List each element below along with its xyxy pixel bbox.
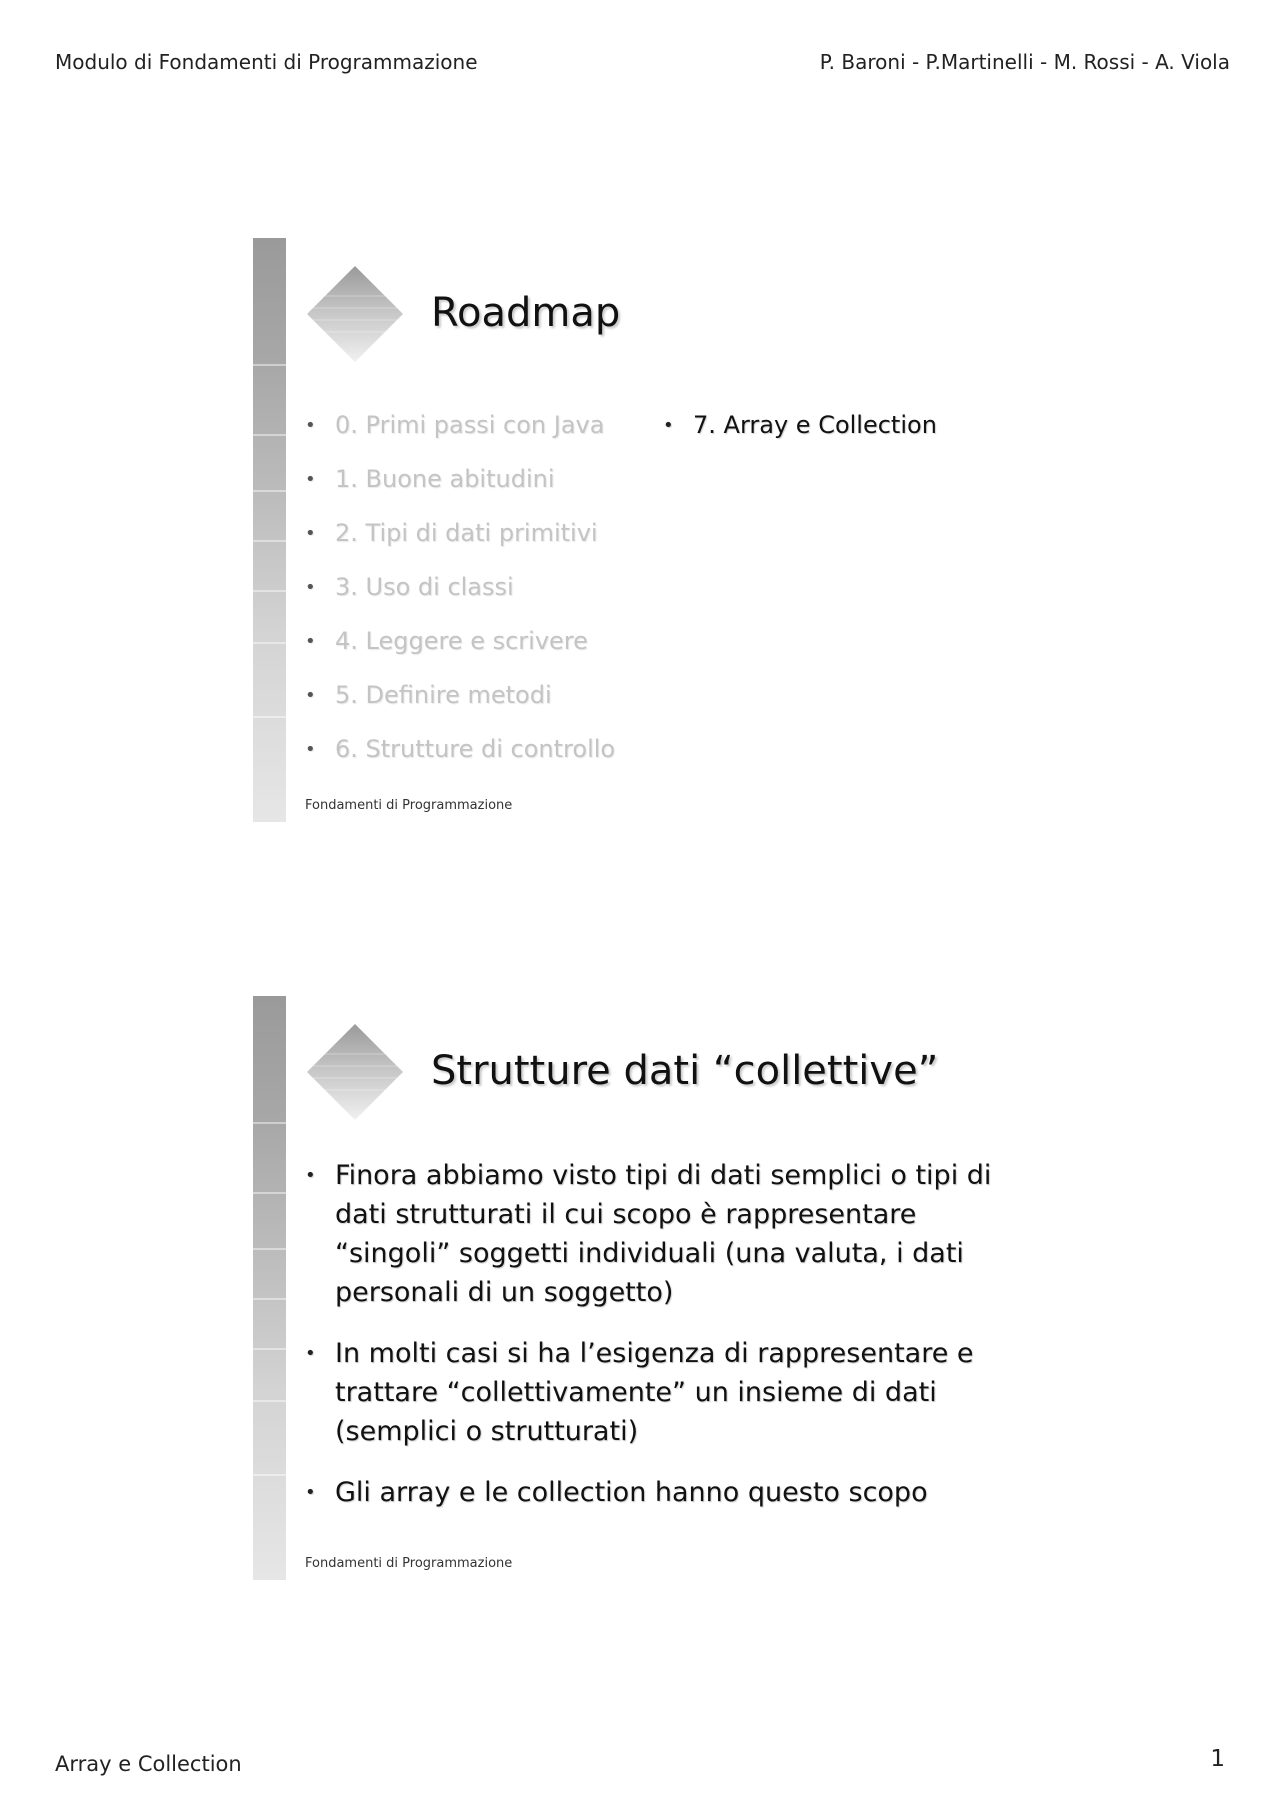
list-item: • 3. Uso di classi [305,573,514,601]
list-item: • 2. Tipi di dati primitivi [305,519,598,547]
slide-title: Strutture dati “collettive” [431,1048,939,1094]
page-number: 1 [1210,1746,1225,1772]
list-item: • Gli array e le collection hanno questo scopo [305,1477,928,1508]
list-item-current: • 7. Array e Collection [663,411,937,439]
slide-side-bar [253,996,286,1580]
diamond-logo-icon [305,1022,405,1122]
list-item: • 5. Definire metodi [305,681,552,709]
list-item: • In molti casi si ha l’esigenza di rappresentare e trattare “collettivamente” un insieme di dati (semplici o strutturati) [305,1338,974,1447]
roadmap-list-right [663,398,937,452]
diamond-logo-icon [305,264,405,364]
list-item: • Finora abbiamo visto tipi di dati semplici o tipi di dati strutturati il cui scopo è rappresentare “singoli” soggetti individuali (una valuta, i dati personali di un soggetto) [305,1160,992,1308]
page-footer-topic: Array e Collection [55,1752,242,1776]
slide-strutture-dati [253,996,1013,1580]
list-item: • 1. Buone abitudini [305,465,555,493]
slide-side-bar [253,238,286,822]
list-item: • 0. Primi passi con Java [305,411,605,439]
list-item: • 6. Strutture di controllo [305,735,616,763]
slide-roadmap [253,238,1013,822]
roadmap-list-left [305,398,645,776]
slide-title: Roadmap [431,290,621,336]
bullet-list [305,1156,1005,1534]
page-header-course: Modulo di Fondamenti di Programmazione [55,50,478,74]
slide-footer: Fondamenti di Programmazione [305,798,513,813]
list-item: • 4. Leggere e scrivere [305,627,588,655]
slide-footer: Fondamenti di Programmazione [305,1556,513,1571]
page-header-authors: P. Baroni - P.Martinelli - M. Rossi - A. Viola [819,50,1230,74]
